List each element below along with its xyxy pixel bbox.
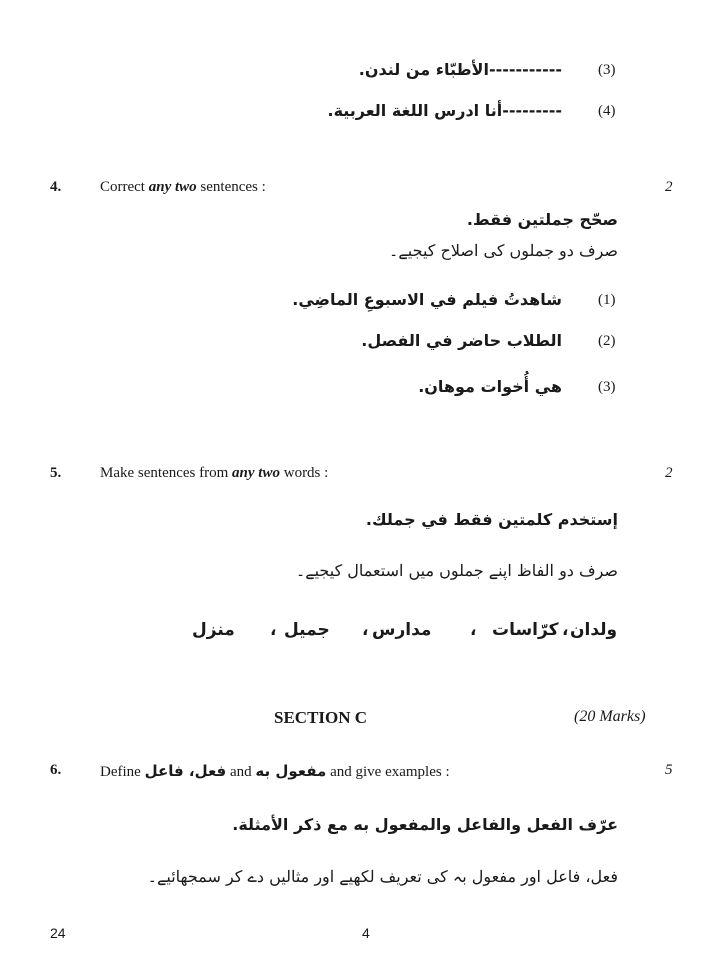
- q6-prompt: [100, 762, 450, 781]
- q6-marks: 5: [665, 762, 673, 778]
- q5-number: 5.: [50, 465, 62, 481]
- footer-page-number: 4: [362, 925, 370, 941]
- q4-prompt-prefix: Correct: [100, 179, 149, 195]
- q6-prompt-arabic-terms: فعل، فاعل: [144, 762, 227, 780]
- q3-item-4-number: (4): [598, 103, 616, 119]
- q5-separator-3: ،: [362, 620, 369, 640]
- section-title: SECTION C: [274, 708, 368, 727]
- q4-instruction-urdu: صرف دو جملوں کی اصلاح کیجیے۔: [389, 241, 618, 260]
- q5-prompt-emphasis: any two: [232, 465, 280, 481]
- q5-word-5: منزل: [192, 620, 235, 640]
- q5-instruction-urdu: صرف دو الفاظ اپنے جملوں میں استعمال کیجیے۔: [295, 561, 618, 580]
- q4-item-2-number: (2): [598, 333, 616, 349]
- q5-word-3: مدارس: [372, 620, 432, 640]
- footer-code: 24: [50, 925, 66, 941]
- q4-prompt-suffix: sentences :: [196, 179, 266, 195]
- q6-instruction-arabic: عرّف الفعل والفاعل والمفعول به مع ذكر الأمثلة.: [232, 815, 618, 834]
- q5-prompt-suffix: words :: [279, 465, 329, 481]
- q4-item-2-text: الطلاب حاضر في الفصل.: [361, 331, 562, 350]
- q5-separator-1: ،: [562, 620, 569, 640]
- q4-prompt-emphasis: any two: [148, 179, 197, 195]
- q6-number: 6.: [50, 762, 62, 778]
- q5-prompt-prefix: Make sentences from: [100, 465, 233, 481]
- q4-prompt: [100, 179, 266, 196]
- q4-marks: 2: [665, 179, 673, 195]
- q5-word-4: جميل: [284, 620, 330, 640]
- q6-prompt-suffix: and give examples :: [326, 764, 450, 780]
- q3-item-3-number: (3): [598, 62, 616, 78]
- q3-item-4-text: ---------أنا ادرس اللغة العربية.: [327, 101, 562, 120]
- q5-word-1: ولدان: [570, 620, 618, 640]
- q3-item-3-text: -----------الأطبّاء من لندن.: [358, 60, 562, 79]
- q4-item-3-number: (3): [598, 379, 616, 395]
- q6-prompt-arabic-term2: مفعول به: [255, 762, 327, 780]
- q5-separator-4: ،: [270, 620, 277, 640]
- section-marks: (20 Marks): [574, 708, 646, 725]
- q5-instruction-arabic: إستخدم كلمتين فقط في جملك.: [365, 510, 618, 529]
- q5-prompt: [100, 465, 328, 482]
- q5-marks: 2: [665, 465, 673, 481]
- q6-instruction-urdu: فعل، فاعل اور مفعول بہ کی تعریف لکھیے اور مثالیں دے کر سمجھائیے۔: [147, 867, 618, 886]
- q4-item-1-number: (1): [598, 292, 616, 308]
- q4-instruction-arabic: صحّح جملتين فقط.: [466, 210, 618, 229]
- q6-prompt-prefix: Define: [100, 764, 145, 780]
- q5-word-2: كرّاسات: [492, 620, 559, 640]
- q4-item-1-text: شاهدتُ فيلم في الاسبوعِ الماضِي.: [292, 290, 562, 309]
- q4-item-3-text: هي أُخوات موهان.: [418, 377, 562, 396]
- q4-number: 4.: [50, 179, 62, 195]
- q6-prompt-middle: and: [226, 764, 256, 780]
- q5-separator-2: ،: [470, 620, 477, 640]
